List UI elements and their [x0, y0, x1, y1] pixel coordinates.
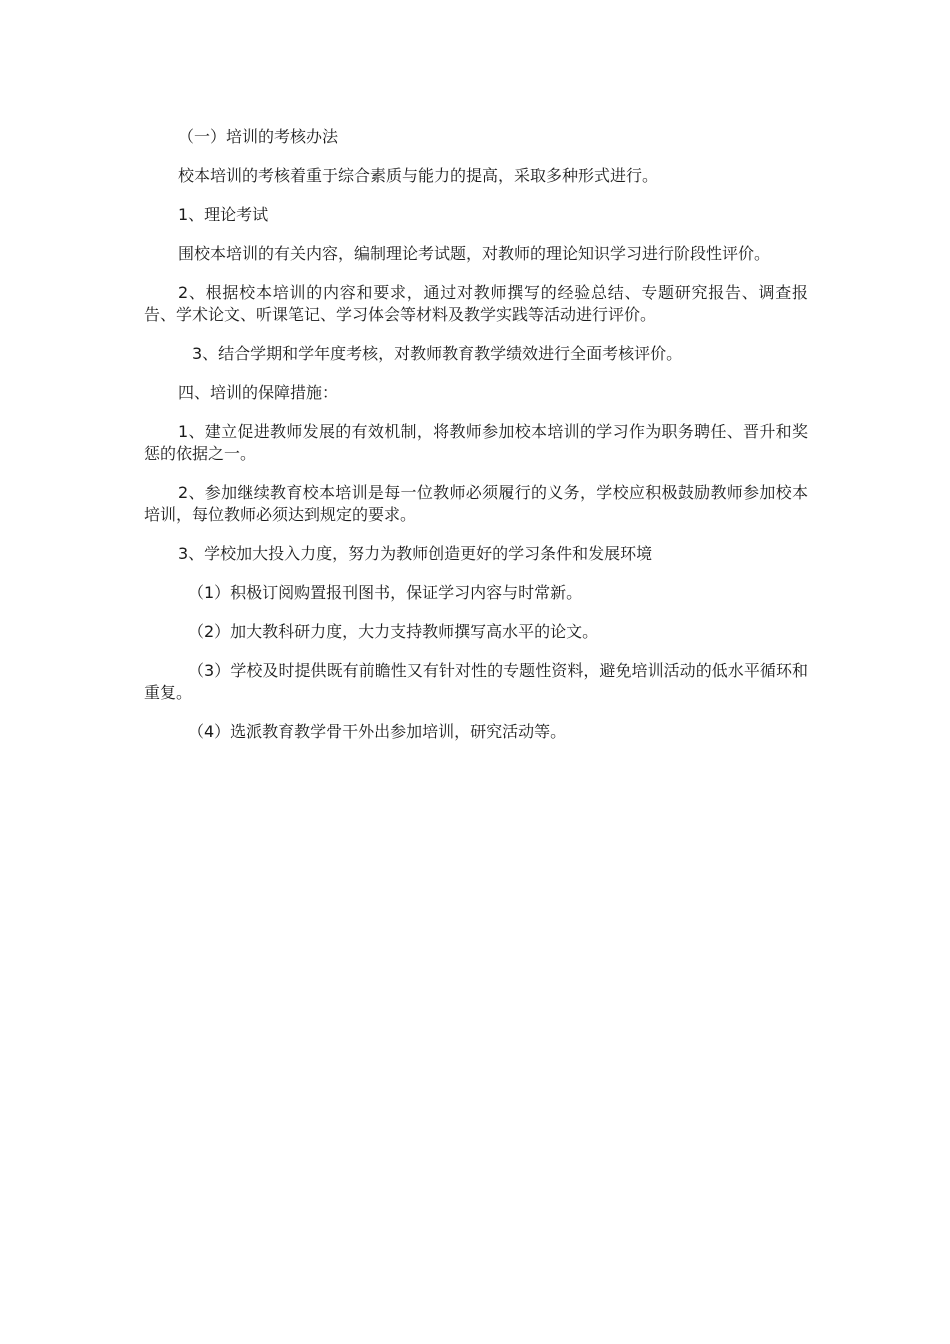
theory-exam-title: 1、理论考试 [178, 205, 269, 224]
section-heading-assessment: （一）培训的考核办法 [178, 127, 339, 146]
measure-3-4-paragraph: （4）选派教育教学骨干外出参加培训，研究活动等。 [188, 722, 567, 741]
measure-1-paragraph: 1、建立促进教师发展的有效机制，将教师参加校本培训的学习作为职务聘任、晋升和奖惩的依据之一。 [144, 422, 808, 463]
document-body [144, 126, 808, 760]
measure-3-3-paragraph: （3）学校及时提供既有前瞻性又有针对性的专题性资料，避免培训活动的低水平循环和重复。 [144, 661, 808, 702]
measure-3-paragraph: 3、学校加大投入力度，努力为教师创造更好的学习条件和发展环境 [178, 544, 653, 563]
assessment-item-3-paragraph: 3、结合学期和学年度考核，对教师教育教学绩效进行全面考核评价。 [192, 344, 683, 363]
theory-exam-paragraph: 围校本培训的有关内容，编制理论考试题，对教师的理论知识学习进行阶段性评价。 [178, 244, 771, 263]
section-heading-measures: 四、培训的保障措施： [178, 383, 339, 402]
assessment-intro-paragraph: 校本培训的考核着重于综合素质与能力的提高，采取多种形式进行。 [178, 166, 659, 185]
measure-3-2-paragraph: （2）加大教科研力度，大力支持教师撰写高水平的论文。 [188, 622, 599, 641]
measure-3-1-paragraph: （1）积极订阅购置报刊图书，保证学习内容与时常新。 [188, 583, 583, 602]
assessment-item-2-paragraph: 2、根据校本培训的内容和要求，通过对教师撰写的经验总结、专题研究报告、调查报告、学术论文、听课笔记、学习体会等材料及教学实践等活动进行评价。 [144, 283, 808, 324]
measure-2-paragraph: 2、参加继续教育校本培训是每一位教师必须履行的义务，学校应积极鼓励教师参加校本培训，每位教师必须达到规定的要求。 [144, 483, 808, 524]
